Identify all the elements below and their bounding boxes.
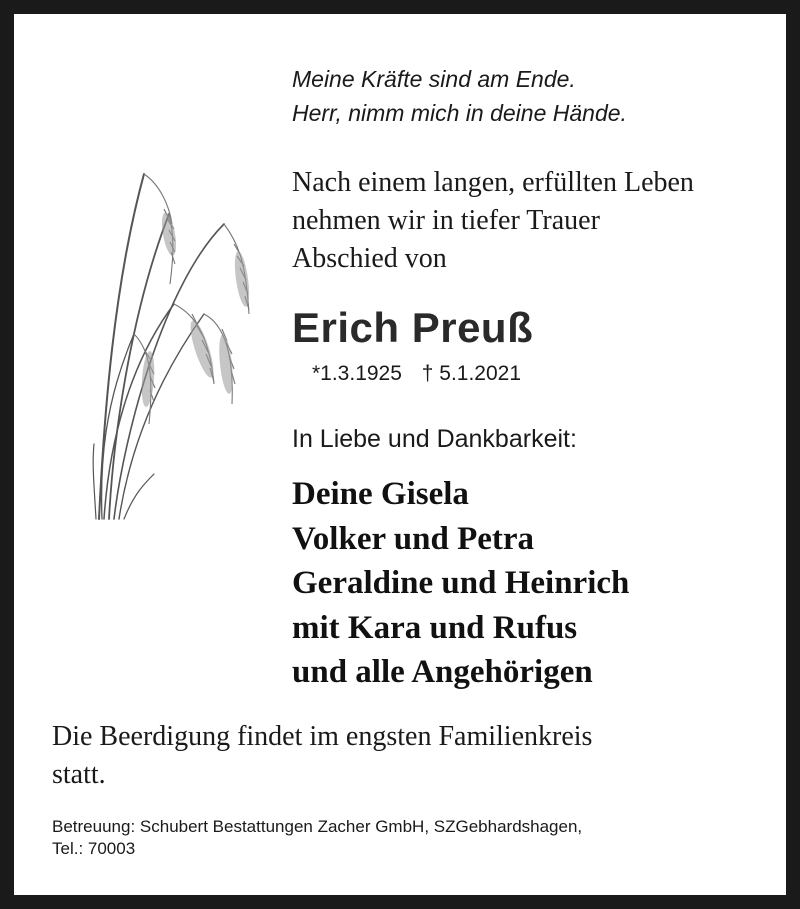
- thanks-line: In Liebe und Dankbarkeit:: [292, 425, 577, 453]
- birth-date: *1.3.1925: [312, 362, 402, 385]
- death-date: † 5.1.2021: [421, 362, 522, 385]
- burial-notice: [52, 718, 752, 794]
- mourner-item: Volker und Petra: [292, 520, 535, 557]
- deceased-name: Erich Preuß: [292, 304, 534, 351]
- obituary-notice: [14, 14, 786, 895]
- burial-line-2: statt.: [52, 759, 106, 790]
- funeral-home-info: [52, 816, 772, 860]
- mourner-item: mit Kara und Rufus: [292, 609, 578, 646]
- intro-line-1: Nach einem langen, erfüllten Leben: [292, 167, 694, 198]
- mourner-item: und alle Angehörigen: [292, 654, 593, 690]
- life-dates: [312, 360, 535, 388]
- care-line-2: Tel.: 70003: [52, 839, 136, 858]
- mourner-item: Deine Gisela: [292, 476, 469, 512]
- verse-line-2: Herr, nimm mich in deine Hände.: [292, 100, 627, 126]
- grass-illustration: [74, 164, 274, 534]
- mourners-list: [292, 472, 629, 695]
- burial-line-1: Die Beerdigung findet im engsten Familienkreis: [52, 721, 593, 752]
- verse-line-1: Meine Kräfte sind am Ende.: [292, 66, 576, 92]
- care-line-1: Betreuung: Schubert Bestattungen Zacher GmbH, SZGebhardshagen,: [52, 817, 583, 836]
- intro-line-3: Abschied von: [292, 243, 447, 274]
- intro-text: [292, 164, 694, 278]
- bible-verse: [292, 62, 627, 130]
- intro-line-2: nehmen wir in tiefer Trauer: [292, 205, 600, 236]
- mourner-item: Geraldine und Heinrich: [292, 565, 630, 601]
